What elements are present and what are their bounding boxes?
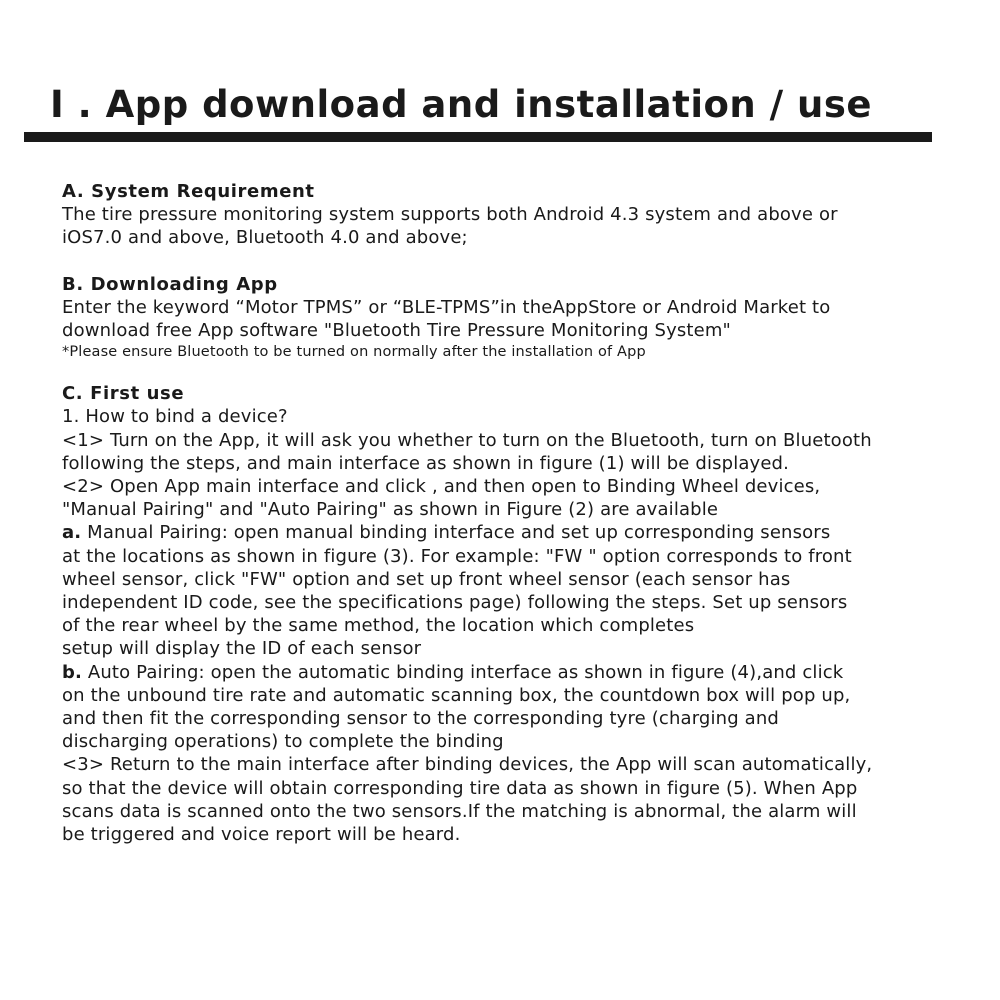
paragraph-line: following the steps, and main interface as shown in figure (1) will be displayed.: [62, 452, 789, 474]
section-first-use: [62, 382, 992, 846]
paragraph-line: on the unbound tire rate and automatic scanning box, the countdown box will pop up,: [62, 684, 851, 706]
title-divider: [24, 132, 932, 142]
paragraph-line: "Manual Pairing" and "Auto Pairing" as shown in Figure (2) are available: [62, 499, 719, 521]
paragraph-line: at the locations as shown in figure (3). For example: "FW " option corresponds to front: [62, 545, 852, 567]
section-heading: A. System Requirement: [62, 181, 315, 202]
paragraph-line: iOS7.0 and above, Bluetooth 4.0 and above;: [62, 227, 468, 249]
paragraph-line: Enter the keyword “Motor TPMS” or “BLE-TPMS”in theAppStore or Android Market to: [62, 296, 831, 318]
spacer: [62, 362, 992, 382]
paragraph-line: of the rear wheel by the same method, the location which completes: [62, 615, 695, 637]
paragraph-line: <3> Return to the main interface after binding devices, the App will scan automatically,: [62, 754, 873, 776]
paragraph-line: independent ID code, see the specifications page) following the steps. Set up sensors: [62, 592, 848, 614]
paragraph-line: scans data is scanned onto the two sensors.If the matching is abnormal, the alarm will: [62, 800, 857, 822]
auto-pairing-line: [62, 661, 992, 684]
paragraph-line: be triggered and voice report will be heard.: [62, 824, 461, 846]
paragraph-line: so that the device will obtain corresponding tire data as shown in figure (5). When App: [62, 777, 858, 799]
paragraph-line: <2> Open App main interface and click , and then open to Binding Wheel devices,: [62, 476, 821, 498]
manual-pairing-text: Manual Pairing: open manual binding interface and set up corresponding sensors: [81, 522, 831, 544]
paragraph-line: discharging operations) to complete the binding: [62, 731, 504, 753]
auto-pairing-text: Auto Pairing: open the automatic binding interface as shown in figure (4),and click: [82, 661, 844, 683]
section-system-requirement: [62, 180, 992, 250]
document-body: [62, 180, 992, 846]
auto-pairing-prefix: b.: [62, 661, 83, 683]
paragraph-line: 1. How to bind a device?: [62, 406, 288, 428]
paragraph-line: The tire pressure monitoring system supports both Android 4.3 system and above or: [62, 204, 838, 226]
spacer: [62, 250, 992, 273]
paragraph-line: and then fit the corresponding sensor to the corresponding tyre (charging and: [62, 708, 779, 730]
section-downloading-app: [62, 273, 992, 363]
bluetooth-note: *Please ensure Bluetooth to be turned on normally after the installation of App: [62, 344, 646, 361]
manual-pairing-prefix: a.: [62, 522, 82, 544]
manual-pairing-line: [62, 521, 992, 544]
paragraph-line: <1> Turn on the App, it will ask you whether to turn on the Bluetooth, turn on Bluetooth: [62, 429, 872, 451]
paragraph-line: download free App software "Bluetooth Tire Pressure Monitoring System": [62, 320, 731, 342]
section-heading: C. First use: [62, 383, 185, 405]
paragraph-line: wheel sensor, click "FW" option and set up front wheel sensor (each sensor has: [62, 568, 791, 590]
section-heading: B. Downloading App: [62, 273, 278, 295]
paragraph-line: setup will display the ID of each sensor: [62, 638, 422, 660]
page-title: I . App download and installation / use: [50, 83, 873, 126]
